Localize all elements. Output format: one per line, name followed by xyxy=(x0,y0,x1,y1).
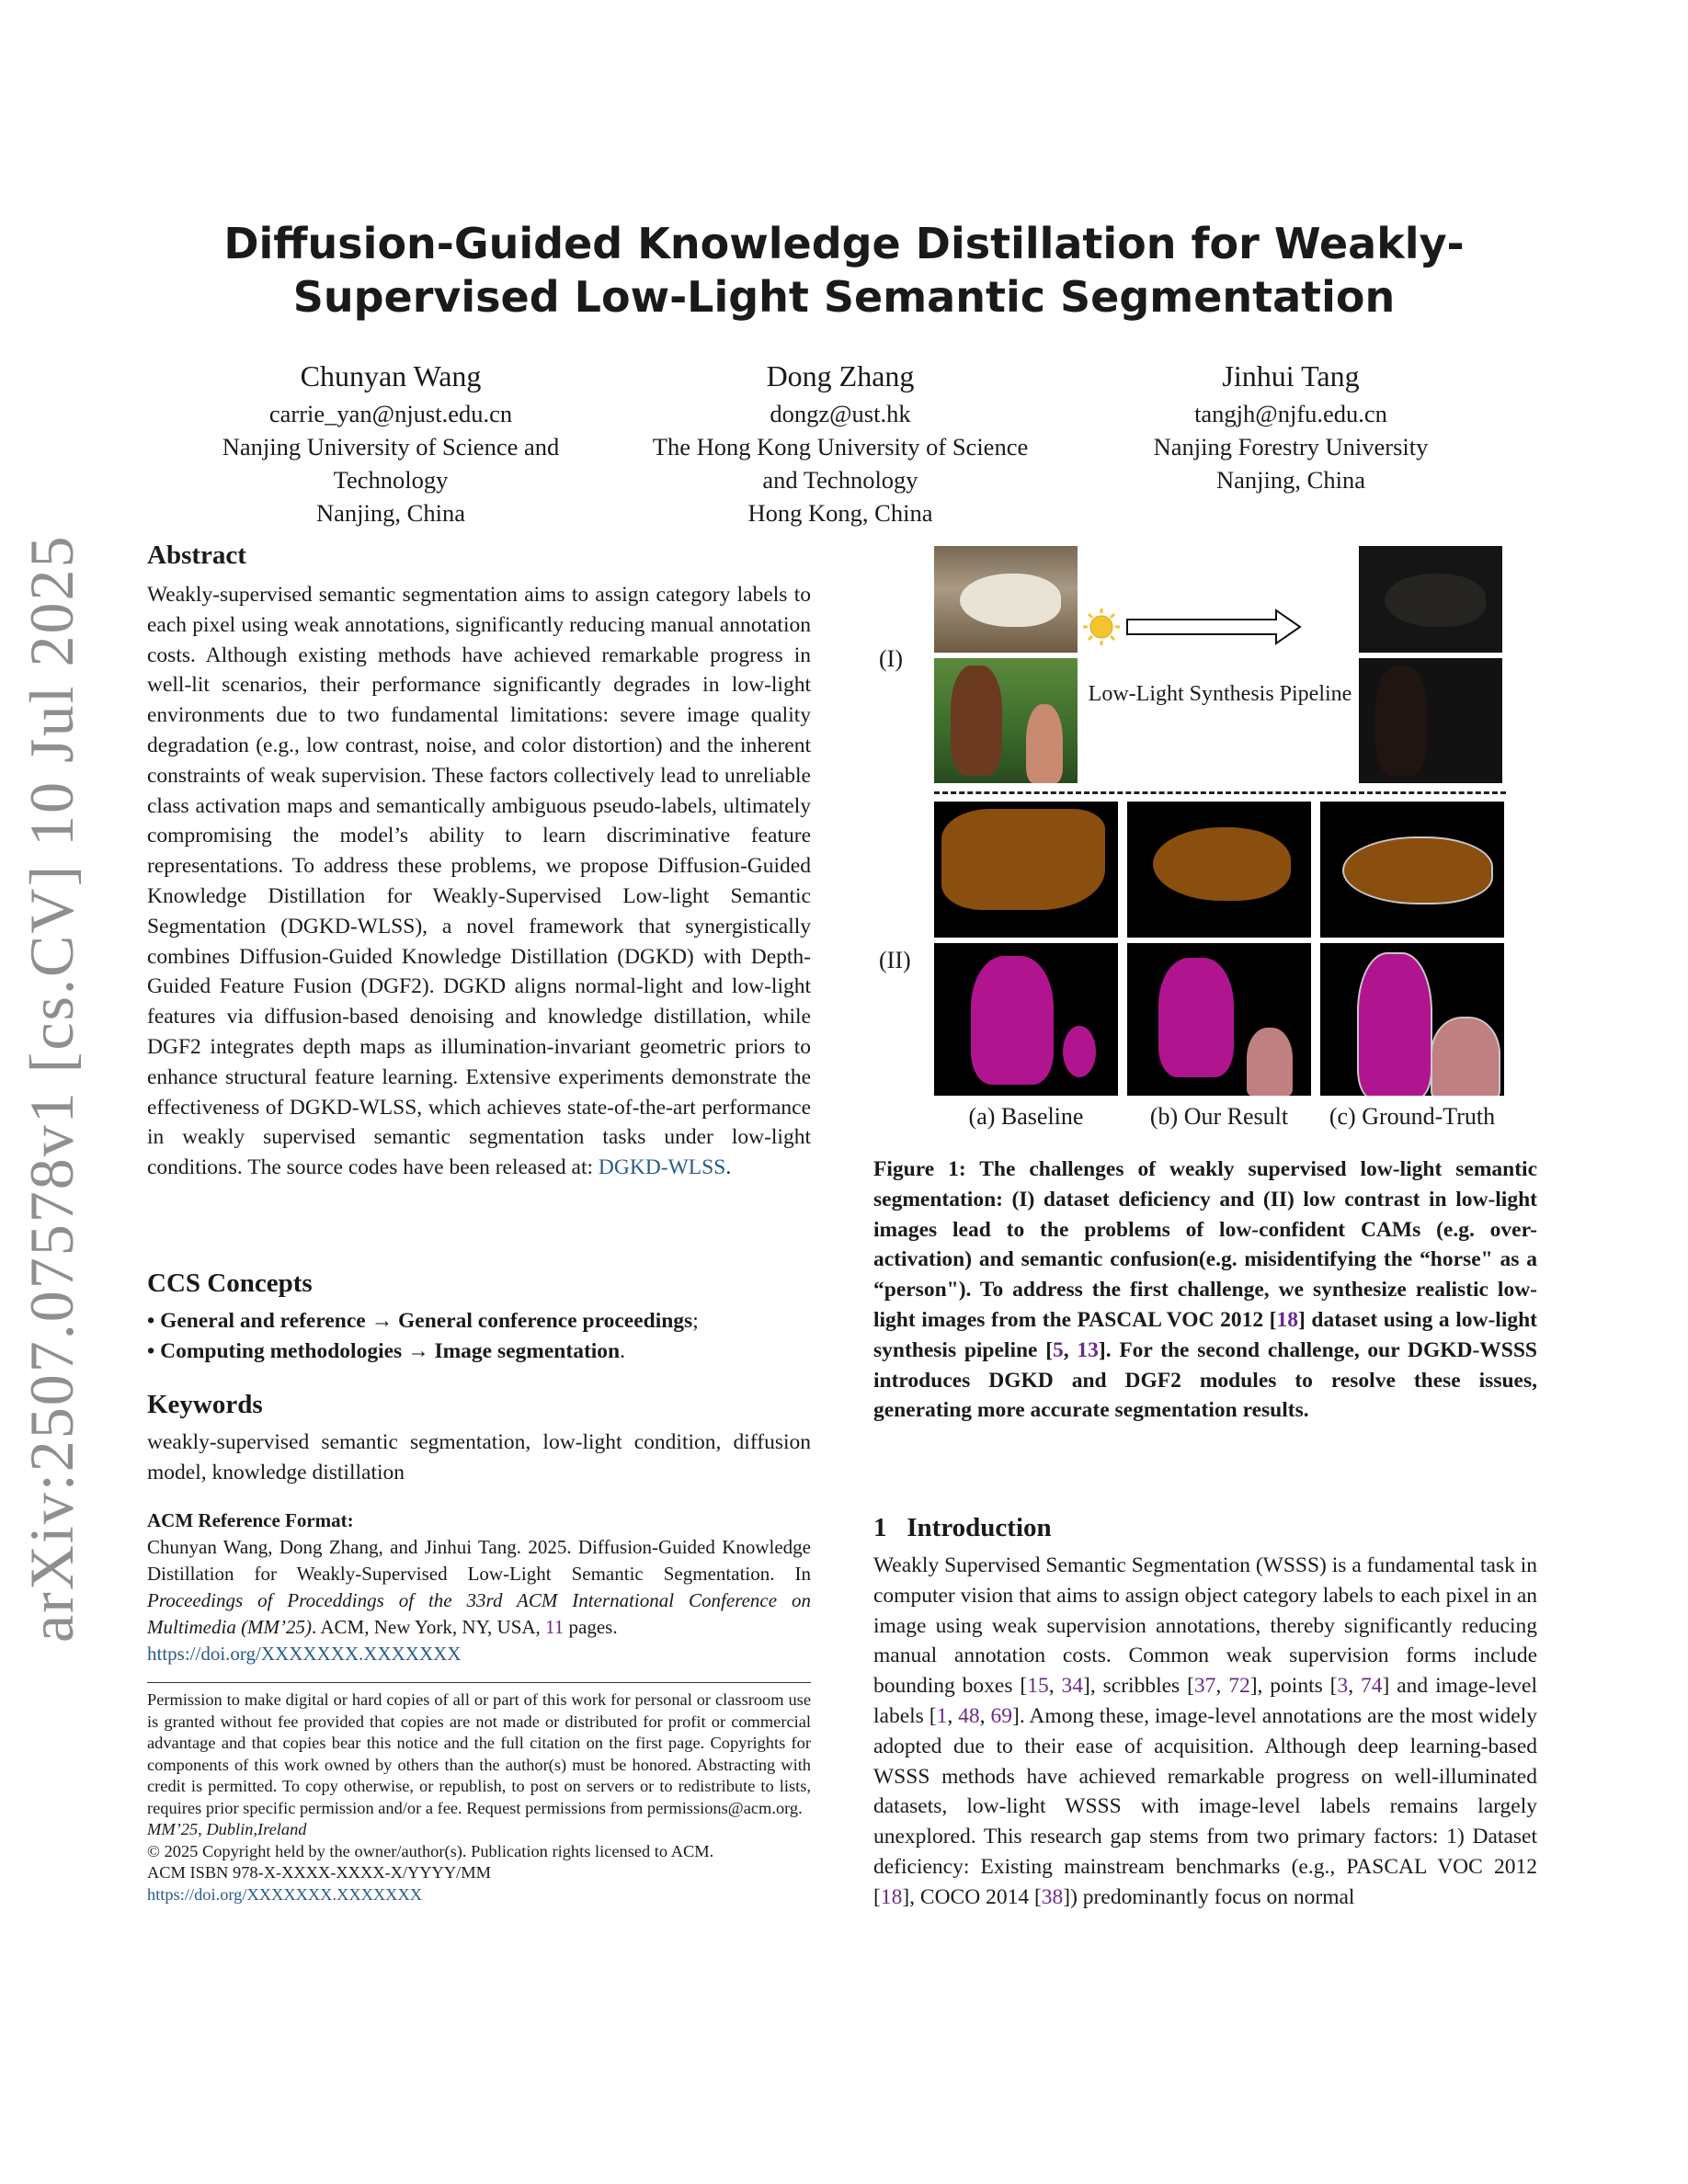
keywords-section xyxy=(147,1390,811,1488)
author-location: Hong Kong, China xyxy=(747,499,933,527)
ccs-item xyxy=(147,1337,811,1367)
intro.parts-text: , xyxy=(1048,1674,1062,1699)
person-shape xyxy=(1026,704,1063,783)
citation-link[interactable]: 69 xyxy=(990,1703,1012,1728)
baseline-mask-sheep xyxy=(934,802,1118,938)
introduction-heading xyxy=(873,1513,1537,1543)
sheep-dark-shape xyxy=(1385,574,1486,627)
arrow-icon: → xyxy=(371,1309,393,1333)
horse-mask-region xyxy=(1153,827,1291,901)
citation-link[interactable]: 74 xyxy=(1361,1674,1383,1699)
permission-doi[interactable]: https://doi.org/XXXXXXX.XXXXXXX xyxy=(147,1884,423,1904)
ccs-item-value: Image segmentation xyxy=(434,1338,621,1363)
figure-divider xyxy=(934,791,1506,794)
intro.parts-text: Weakly Supervised Semantic Segmentation (WSSS) is a fundamental task in computer vision that aims to assign object category labels to each pixel in an image using weak supervision annotations, thereby significantly reducing manual annotation costs. Common weak supervision forms include bounding boxes [ xyxy=(873,1553,1537,1699)
person-mask-region xyxy=(1247,1028,1293,1096)
citation-link[interactable]: 1 xyxy=(936,1703,948,1728)
intro.parts-text: ]. Among these, image-level annotations are the most widely adopted due to their ease of acquisition. Although deep learning-based WSSS methods have achieved remarkable progress on well-illuminated datasets, low-light WSSS with image-level labels remains largely unexplored. This research gap stems from two primary factors: 1) Dataset deficiency: Existing mainstream benchmarks (e.g., PASCAL VOC 2012 [ xyxy=(873,1703,1537,1909)
pipeline-arrow-svg xyxy=(1081,607,1357,671)
horse-photo xyxy=(934,658,1078,783)
figure.caption_parts-text: ]. For the second challenge, our DGKD-WSSS introduces DGKD and DGF2 modules to resolve these issues, generating more accurate segmentation results. xyxy=(873,1337,1538,1423)
permission-text: Permission to make digital or hard copies of all or part of this work for personal or classroom use is granted without fee provided that copies are not made or distributed for profit or commercial advantage and that copies bear this notice and the full citation on the first page. Copyrights for components of this work owned by others than the author(s) must be honored. Abstracting with credit is permitted. To copy otherwise, or republish, to post on servers or to redistribute to lists, requires prior specific permission and/or a fee. Request permissions from permissions@acm.org. xyxy=(147,1690,811,1817)
citation-link[interactable]: 18 xyxy=(880,1884,903,1909)
person-mask-region xyxy=(1431,1017,1500,1096)
author-affiliation: Technology xyxy=(333,466,449,494)
ccs-heading: CCS Concepts xyxy=(147,1268,313,1298)
ccs-item-label: • Computing methodologies xyxy=(147,1338,403,1363)
permission-isbn: ACM ISBN 978-X-XXXX-XXXX-X/YYYY/MM xyxy=(147,1863,491,1882)
magenta-mask-region xyxy=(971,956,1054,1085)
gt-mask-horse xyxy=(1320,943,1504,1096)
acm-ref-authors: Chunyan Wang, Dong Zhang, and Jinhui Tang. 2025. Diffusion-Guided Knowledge Distillation for Weakly-Supervised Low-Light Semantic Segmentation. In xyxy=(147,1536,811,1585)
intro.parts-text: , xyxy=(979,1703,991,1728)
abstract-body: Weakly-supervised semantic segmentation aims to assign category labels to each pixel using weak annotations, significantly reducing manual annotation costs. Although existing methods have achieved remarkable progress in well-lit scenarios, their performance significantly degrades in low-light environments due to two fundamental limitations: severe image quality degradation (e.g., low contrast, noise, and color distortion) and the inherent constraints of weak supervision. These factors collectively lead to unreliable class activation maps and semantically ambiguous pseudo-labels, ultimately compromising the model’s ability to learn discriminative feature representations. To address these problems, we propose Diffusion-Guided Knowledge Distillation for Weakly-Supervised Low-light Semantic Segmentation (DGKD-WLSS), a novel framework that synergistically combines Diffusion-Guided Knowledge Distillation (DGKD) with Depth-Guided Feature Fusion (DGF2). DGKD aligns normal-light and low-light features via diffusion-based denoising and knowledge distillation, while DGF2 integrates depth maps as illumination-invariant geometric priors to enhance structural feature learning. Extensive experiments demonstrate the effectiveness of DGKD-WLSS, which achieves state-of-the-art performance in weakly supervised semantic segmentation tasks under low-light conditions. The source codes have been released at: xyxy=(147,583,811,1180)
ccs-item xyxy=(147,1306,811,1337)
author-block-2 xyxy=(629,355,1052,529)
citation-link[interactable]: 48 xyxy=(958,1703,980,1728)
author-name: Jinhui Tang xyxy=(1222,359,1360,392)
horse-dark-shape xyxy=(1375,665,1427,776)
ours-mask-sheep xyxy=(1127,802,1311,938)
ccs-punct: ; xyxy=(692,1309,699,1333)
horse-mask-region xyxy=(941,809,1105,910)
figure-1 xyxy=(873,544,1508,1142)
intro.parts-text: ], COCO 2014 [ xyxy=(902,1884,1042,1909)
magenta-mask-region xyxy=(1357,952,1432,1096)
subcaption-a: (a) Baseline xyxy=(968,1103,1084,1130)
figure.caption_parts-text: , xyxy=(1063,1337,1078,1362)
acm-ref-publisher: . ACM, New York, NY, USA, xyxy=(312,1616,546,1638)
permission-venue: MM’25, Dublin,Ireland xyxy=(147,1820,307,1838)
sheep-photo xyxy=(934,546,1078,653)
introduction-text xyxy=(873,1551,1537,1913)
ccs-item-label: • General and reference xyxy=(147,1309,366,1333)
abstract-section xyxy=(147,540,811,1183)
acm-ref-pages-label: pages. xyxy=(564,1616,618,1638)
figure.caption_parts-text: ] dataset using a low-light synthesis pipeline [ xyxy=(873,1307,1537,1362)
keywords-text: weakly-supervised semantic segmentation, low-light condition, diffusion model, knowledge distillation xyxy=(147,1430,811,1484)
row-label-I: (I) xyxy=(879,645,903,672)
arrow-icon: → xyxy=(407,1338,429,1363)
arrow-icon xyxy=(1127,610,1300,643)
author-name: Chunyan Wang xyxy=(300,359,482,392)
citation-link[interactable]: 37 xyxy=(1193,1674,1216,1699)
author-name: Dong Zhang xyxy=(766,359,915,392)
author-affiliation: Nanjing Forestry University xyxy=(1153,433,1429,461)
subcaption-c: (c) Ground-Truth xyxy=(1329,1103,1496,1130)
introduction-section xyxy=(873,1513,1537,1913)
subcaption-b: (b) Our Result xyxy=(1149,1103,1289,1130)
horse-shape xyxy=(951,665,1002,776)
sheep-lowlight-photo xyxy=(1359,546,1502,653)
citation-link[interactable]: 38 xyxy=(1041,1884,1064,1909)
citation-link[interactable]: 15 xyxy=(1027,1674,1049,1699)
citation-link[interactable]: 18 xyxy=(1276,1307,1298,1332)
author-block-1 xyxy=(179,355,602,529)
ccs-section xyxy=(147,1268,811,1367)
intro.parts-text: ], points [ xyxy=(1249,1674,1338,1699)
acm-reference xyxy=(147,1507,811,1667)
author-location: Nanjing, China xyxy=(316,499,465,527)
author-location: Nanjing, China xyxy=(1216,466,1365,494)
figure.caption_parts-text: Figure 1: The challenges of weakly supervised low-light semantic segmentation: (I) dataset deficiency and (II) low contrast in low-light images lead to the problems of low-confident CAMs (e.g. over-activation) and semantic confusion(e.g. misidentifying the “horse" as a “person"). To address the first challenge, we synthesize realistic low-light images from the PASCAL VOC 2012 [ xyxy=(873,1157,1537,1332)
acm-ref-venue: Proceedings of Proceddings of the 33rd ACM International Conference on Multimedia (MM’25) xyxy=(147,1589,811,1638)
permission-block xyxy=(147,1689,811,1905)
ccs-punct: . xyxy=(620,1338,626,1363)
row-label-II: (II) xyxy=(879,947,911,973)
sheep-shape xyxy=(960,574,1061,627)
magenta-mask-region xyxy=(1158,958,1234,1077)
arxiv-identifier: arXiv:2507.07578v1 [cs.CV] 10 Jul 2025 xyxy=(17,534,86,1643)
acm-ref-text xyxy=(147,1534,811,1641)
abstract-text xyxy=(147,580,811,1183)
citation-link[interactable]: 72 xyxy=(1228,1674,1250,1699)
abstract-end: . xyxy=(725,1155,732,1180)
citation-link[interactable]: 34 xyxy=(1061,1674,1084,1699)
magenta-mask-region xyxy=(1063,1026,1096,1077)
intro.parts-text: , xyxy=(1348,1674,1362,1699)
sun-icon xyxy=(1083,609,1120,645)
baseline-mask-horse xyxy=(934,943,1118,1096)
author-email: tangjh@njfu.edu.cn xyxy=(1194,400,1387,427)
pipeline-label: Low-Light Synthesis Pipeline xyxy=(1088,682,1352,706)
intro.parts-text: ]) predominantly focus on normal xyxy=(1063,1884,1355,1909)
footnote-divider xyxy=(147,1682,811,1683)
pipeline-diagram xyxy=(1081,607,1357,671)
author-email: carrie_yan@njust.edu.cn xyxy=(268,400,513,427)
horse-mask-region xyxy=(1342,836,1493,904)
acm-ref-heading: ACM Reference Format: xyxy=(147,1509,354,1531)
horse-lowlight-photo xyxy=(1359,658,1502,783)
author-affiliation: Nanjing University of Science and xyxy=(222,433,560,461)
citation-link[interactable]: 5 xyxy=(1053,1337,1064,1362)
abstract-heading: Abstract xyxy=(147,540,246,570)
author-email: dongz@ust.hk xyxy=(770,400,911,427)
gt-mask-sheep xyxy=(1320,802,1504,938)
keywords-heading: Keywords xyxy=(147,1390,263,1419)
code-link[interactable]: DGKD-WLSS xyxy=(598,1155,726,1180)
author-affiliation: and Technology xyxy=(762,466,918,494)
acm-ref-doi[interactable]: https://doi.org/XXXXXXX.XXXXXXX xyxy=(147,1643,462,1665)
ours-mask-horse xyxy=(1127,943,1311,1096)
figure-caption xyxy=(873,1155,1537,1426)
author-affiliation: The Hong Kong University of Science xyxy=(652,433,1029,461)
intro.parts-text: , xyxy=(1215,1674,1229,1699)
moon-icon xyxy=(1306,610,1322,643)
ccs-item-value: General conference proceedings xyxy=(397,1309,693,1333)
author-block-3 xyxy=(1079,355,1502,496)
intro.parts-text: ] and image-level labels [ xyxy=(873,1674,1537,1728)
citation-link[interactable]: 3 xyxy=(1337,1674,1349,1699)
intro.parts-text: ], scribbles [ xyxy=(1083,1674,1194,1699)
intro.parts-text: , xyxy=(947,1703,959,1728)
paper-title: Diffusion-Guided Knowledge Distillation for Weakly-Supervised Low-Light Semantic Segmentation xyxy=(223,219,1465,322)
section-title: Introduction xyxy=(907,1513,1052,1542)
section-number: 1 xyxy=(873,1513,887,1542)
permission-copyright: © 2025 Copyright held by the owner/author(s). Publication rights licensed to ACM. xyxy=(147,1841,714,1860)
citation-link[interactable]: 13 xyxy=(1077,1337,1099,1362)
acm-ref-pages[interactable]: 11 xyxy=(545,1616,565,1638)
